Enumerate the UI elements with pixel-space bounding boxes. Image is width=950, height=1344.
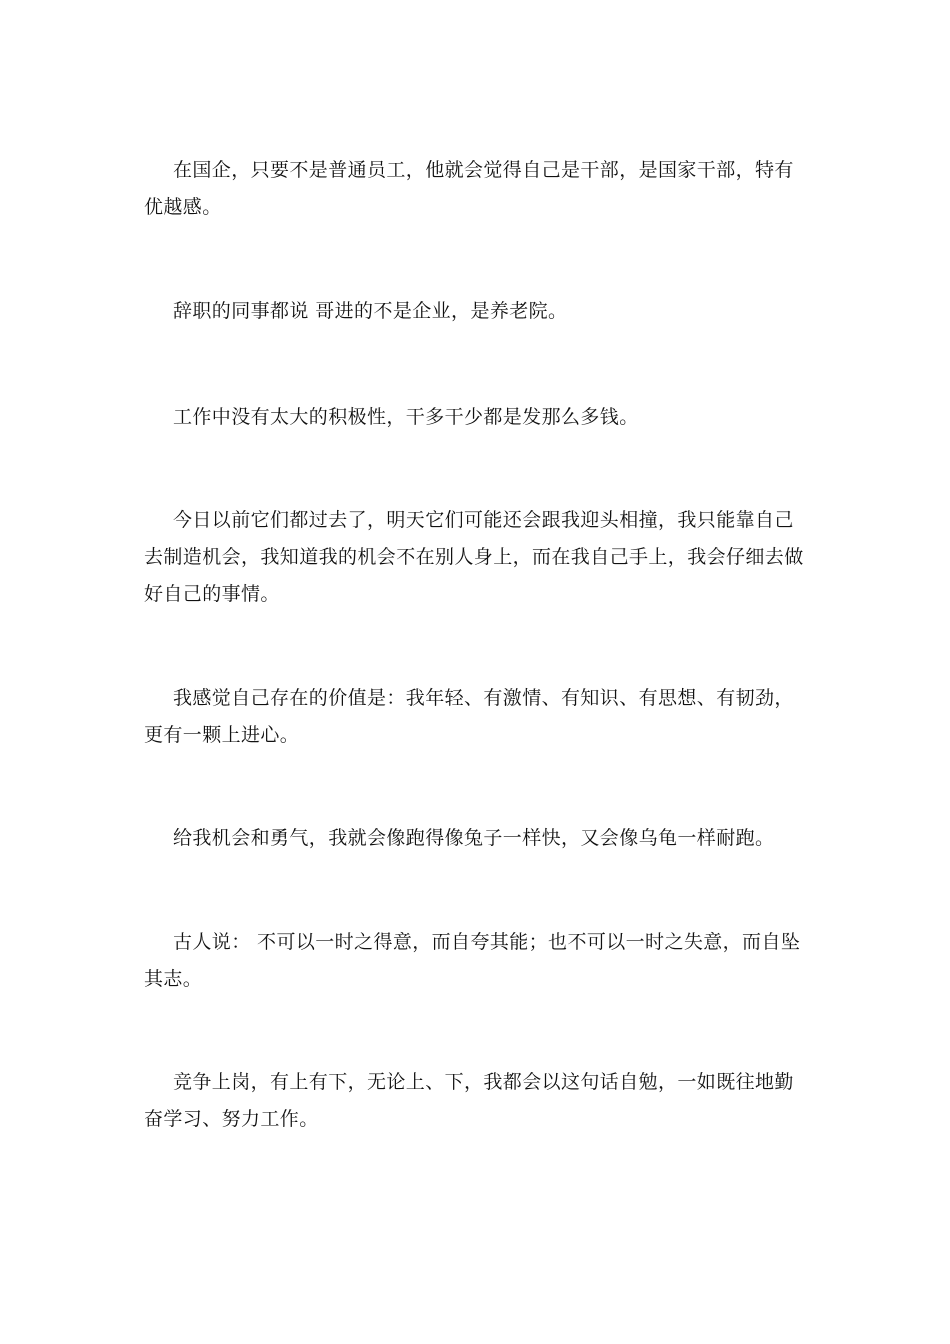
paragraph-4: 今日以前它们都过去了，明天它们可能还会跟我迎头相撞，我只能靠自己去制造机会，我知道我的机会不在别人身上，而在我自己手上，我会仔细去做好自己的事情。 [144,509,804,605]
paragraph-2: 辞职的同事都说 哥进的不是企业，是养老院。 [173,300,568,322]
paragraph-1: 在国企，只要不是普通员工，他就会觉得自己是干部，是国家干部，特有优越感。 [144,159,794,218]
paragraph-5: 我感觉自己存在的价值是：我年轻、有激情、有知识、有思想、有韧劲，更有一颗上进心。 [144,687,794,746]
paragraph-3: 工作中没有太大的积极性，干多干少都是发那么多钱。 [173,406,639,428]
paragraph-8: 竞争上岗，有上有下，无论上、下，我都会以这句话自勉，一如既往地勤奋学习、努力工作。 [144,1071,794,1130]
paragraph-7: 古人说： 不可以一时之得意，而自夸其能；也不可以一时之失意，而自坠其志。 [144,931,801,990]
paragraph-6: 给我机会和勇气，我就会像跑得像兔子一样快，又会像乌龟一样耐跑。 [173,827,775,849]
